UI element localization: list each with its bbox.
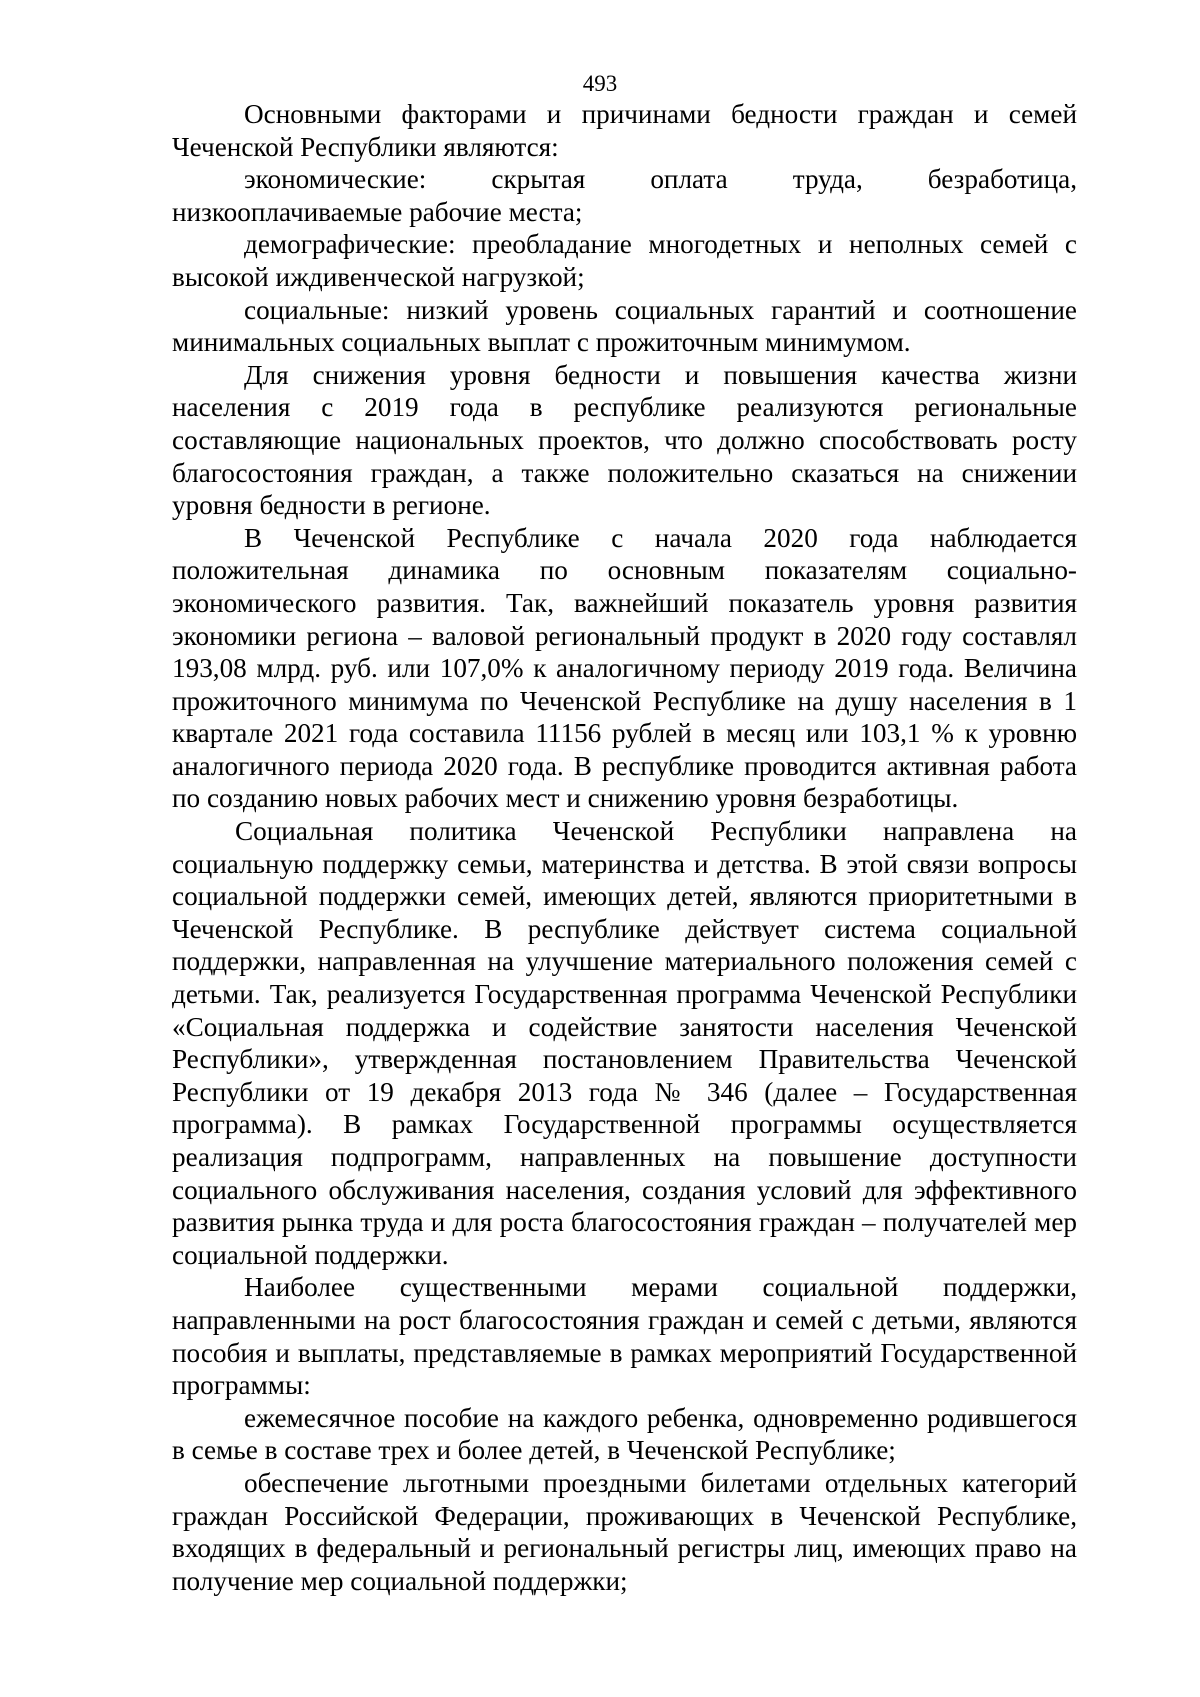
document-body [172, 98, 1077, 1597]
paragraph-travel-tickets: обеспечение льготными проездными билетами отдельных категорий граждан Российской Федерации, проживающих в Чеченской Республике, входящих в федеральный и региональный регистры лиц, имеющих право на получение мер социальной поддержки; [172, 1467, 1077, 1596]
page-number: 493 [582, 71, 618, 96]
paragraph-demographic-factors: демографические: преобладание многодетных и неполных семей с высокой иждивенческой нагрузкой; [172, 229, 1077, 292]
paragraph-social-factors: социальные: низкий уровень социальных гарантий и соотношение минимальных социальных выплат с прожиточным минимумом. [172, 294, 1077, 358]
paragraph-poverty-reduction: Для снижения уровня бедности и повышения качества жизни населения с 2019 года в республике реализуются региональные составляющие национальных проектов, что должно способствовать росту благосостояния граждан, а также положительно сказаться на снижении уровня бедности в регионе. [172, 359, 1077, 521]
paragraph-economic-dynamics: В Чеченской Республике с начала 2020 года наблюдается положительная динамика по основным показателям социально-экономического развития. Так, важнейший показатель уровня развития экономики региона – валовой региональный продукт в 2020 году составлял 193,08 млрд. руб. или 107,0% к аналогичному периоду 2019 года. Величина прожиточного минимума по Чеченской Республике на душу населения в 1 квартале 2021 года составила 11156 рублей в месяц или 103,1 % к уровню аналогичного периода 2020 года. В республике проводится активная работа по созданию новых рабочих мест и снижению уровня безработицы. [172, 522, 1077, 814]
paragraph-economic-factors: экономические: скрытая оплата труда, безработица, низкооплачиваемые рабочие места; [172, 164, 1077, 227]
paragraph-social-policy: Социальная политика Чеченской Республики направлена на социальную поддержку семьи, материнства и детства. В этой связи вопросы социальной поддержки семей, имеющих детей, являются приоритетными в Чеченской Республике. В республике действует система социальной поддержки, направленная на улучшение материального положения семей с детьми. Так, реализуется Государственная программа Чеченской Республики «Социальная поддержка и содействие занятости населения Чеченской Республики», утвержденная постановлением Правительства Чеченской Республики от 19 декабря 2013 года № 346 (далее – Государственная программа). В рамках Государственной программы осуществляется реализация подпрограмм, направленных на повышение доступности социального обслуживания населения, создания условий для эффективного развития рынка труда и для роста благосостояния граждан – получателей мер социальной поддержки. [172, 816, 1077, 1270]
paragraph-monthly-allowance: ежемесячное пособие на каждого ребенка, одновременно родившегося в семье в составе трех и более детей, в Чеченской Республике; [172, 1402, 1077, 1466]
paragraph-poverty-factors: Основными факторами и причинами бедности граждан и семей Чеченской Республики являются: [172, 99, 1077, 162]
paragraph-support-measures: Наиболее существенными мерами социальной поддержки, направленными на рост благосостояния граждан и семей с детьми, являются пособия и выплаты, представляемые в рамках мероприятий Государственной программы: [172, 1272, 1077, 1401]
